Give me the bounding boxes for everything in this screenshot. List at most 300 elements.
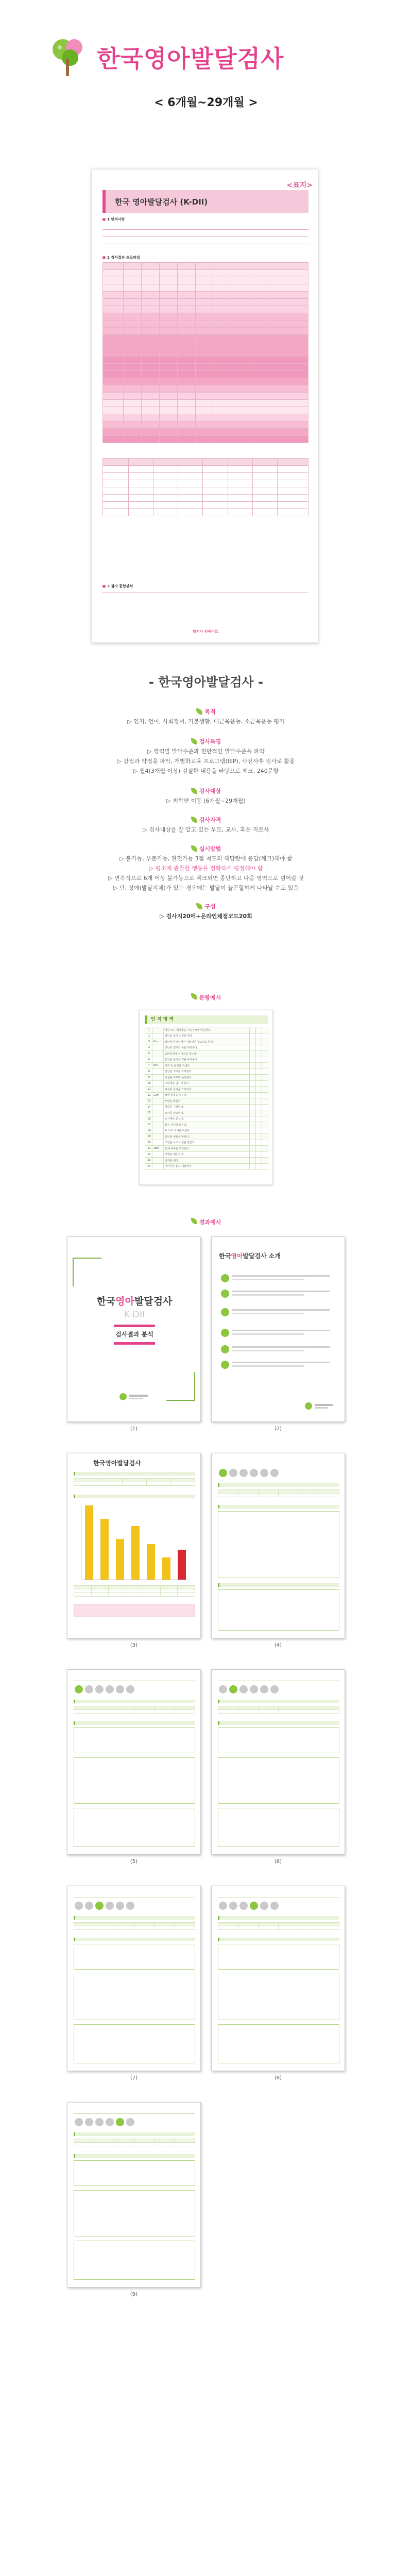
step-icon [106,1685,114,1693]
question-text: 장난감이 시선에서 사라지면 찾으려고 한다. [164,1039,250,1045]
step-icon [229,1902,237,1910]
question-number: 22 [145,1151,152,1158]
question-number: 11 [145,1087,152,1093]
question-row [145,1146,268,1152]
result-page-intro [211,1236,345,1422]
question-age [152,1104,164,1110]
leaf-icon [191,993,197,999]
bullet-icon [221,1361,229,1369]
question-row [145,1122,268,1128]
answer-cell [256,1045,262,1051]
booklet-cover-tag: <표지> [286,181,313,190]
publisher-logo-icon [304,1401,335,1411]
booklet-cover-page [92,169,318,643]
caption-2: (2) [274,1426,282,1432]
booklet-section-notes: 3 검사 종합분석 [102,584,133,589]
answer-cell [262,1104,268,1110]
question-number: 12 [145,1092,152,1098]
question-text: 크기를 비교한다. [164,1110,250,1116]
answer-cell [262,1063,268,1069]
step-icon [260,1902,268,1910]
desc-features-line: ▷ 영역별 발달수준과 전반적인 발달수준을 파악 [147,748,265,755]
answer-cell [256,1075,262,1081]
cover-subtitle: K-DII [124,1309,145,1320]
result-page-chart [67,1453,201,1638]
step-icon [85,1902,93,1910]
question-age [152,1134,164,1140]
answer-cell [262,1092,268,1098]
step-icon [250,1685,258,1693]
question-text: 두 가지 지시를 따른다. [164,1128,250,1134]
answer-cell [256,1098,262,1105]
step-icon [116,2118,124,2126]
question-text: 이름을 부르면 돌아본다. [164,1075,250,1081]
desc-purpose-line: ▷ 인지, 언어, 사회정서, 기본생활, 대근육운동, 소근육운동 평가 [127,718,285,725]
answer-cell [262,1087,268,1093]
answer-cell [256,1116,262,1122]
answer-cell [250,1080,256,1087]
step-icon [219,1902,227,1910]
answer-cell [250,1045,256,1051]
caption-6: (6) [274,1859,282,1865]
question-row [145,1163,268,1170]
desc-purpose [0,707,412,726]
step-icon [106,2118,114,2126]
result-bar-chart [81,1503,189,1580]
question-text: 익숙한 물건을 가리킨다. [164,1087,250,1093]
question-text: 장난감 보며 소리를 낸다. [164,1033,250,1039]
step-icon [75,2118,83,2126]
answer-cell [262,1027,268,1033]
answer-cell [256,1092,262,1098]
chart-bar-7 [178,1550,186,1580]
question-age [152,1098,164,1105]
question-number: 8 [145,1069,152,1075]
question-row [145,1116,268,1122]
question-row [145,1104,268,1110]
answer-cell [250,1092,256,1098]
answer-cell [250,1104,256,1110]
header [0,0,412,149]
question-number: 3 [145,1039,152,1045]
question-row [145,1045,268,1051]
question-row [145,1080,268,1087]
age-range-subtitle: < 6개월~29개월 > [154,96,258,109]
question-text: 장난감 떨어진 곳을 쳐다본다. [164,1045,250,1051]
answer-cell [256,1151,262,1158]
answer-cell [262,1151,268,1158]
chart-bar-2 [100,1519,109,1580]
result-page-5 [67,1669,201,1855]
answer-cell [250,1128,256,1134]
answer-cell [262,1057,268,1063]
step-icon [95,2118,104,2126]
answer-cell [262,1110,268,1116]
booklet-preview [0,149,412,649]
answer-cell [256,1134,262,1140]
answer-cell [256,1063,262,1069]
answer-cell [256,1104,262,1110]
desc-composition-line: ▷ 검사지20매+온라인채점코드20회 [160,913,252,920]
answer-cell [250,1116,256,1122]
description-title: - 한국영아발달검사 - [148,675,264,689]
test-description [0,649,412,989]
step-icon [239,1685,248,1693]
answer-cell [250,1075,256,1081]
answer-cell [256,1128,262,1134]
question-text: 성인 또는 형제들을 자유자극에 반응한다. [164,1027,250,1033]
leaf-icon [191,738,197,744]
step-icon [116,1902,124,1910]
question-text: 색깔을 구별한다. [164,1104,250,1110]
answer-cell [250,1122,256,1128]
question-text: 같은 것끼리 모은다. [164,1122,250,1128]
cover-title: 한국영아발달검사 [96,1296,173,1307]
answer-cell [250,1057,256,1063]
answer-cell [256,1140,262,1146]
answer-cell [262,1146,268,1152]
booklet-score-table [102,458,308,516]
answer-cell [262,1140,268,1146]
result-page-9 [67,2102,201,2287]
step-icon [126,2118,134,2126]
answer-cell [250,1146,256,1152]
question-number: 7 [145,1063,152,1069]
bullet-icon [221,1308,229,1316]
caption-9: (9) [130,2292,138,2297]
step-icon [106,1902,114,1910]
step-icon [75,1902,83,1910]
answer-cell [250,1163,256,1170]
result-page-4 [211,1453,345,1638]
answer-cell [250,1110,256,1116]
answer-cell [256,1033,262,1039]
question-row [145,1087,268,1093]
booklet-profile-grid [102,262,308,443]
answer-cell [250,1069,256,1075]
desc-method-line: ▷ 불가능, 부분가능, 완전가능 3점 척도의 해당란에 응답(체크)해야 함 [119,855,293,862]
caption-3: (3) [130,1642,138,1648]
question-text: 간단한 퍼즐을 맞춘다. [164,1134,250,1140]
desc-qualification-head: 검사자격 [199,817,221,823]
question-number: 21 [145,1146,152,1152]
question-row [145,1098,268,1105]
answer-cell [256,1110,262,1116]
question-age: 18m [152,1146,164,1152]
result-examples [0,1216,412,2576]
question-text: 컵에 블록을 넣는다. [164,1092,250,1098]
leaf-icon [191,1218,197,1224]
question-number: 20 [145,1140,152,1146]
desc-features-line: ▷ 강점과 약점을 파악, 개별화교육 프로그램(IEP), 사전사후 검사로 활용 [117,758,295,765]
caption-8: (8) [274,2075,282,2081]
step-icon [126,1685,134,1693]
answer-cell [250,1151,256,1158]
question-text: 그림을 보고 이름을 말한다. [164,1140,250,1146]
question-age [152,1057,164,1063]
desc-composition [0,902,412,921]
booklet-section-info: 1 인적사항 [102,217,125,222]
step-icon [270,1469,279,1477]
answer-cell [250,1033,256,1039]
desc-target [0,786,412,806]
question-number: 24 [145,1163,152,1170]
leaf-icon [196,708,202,715]
answer-cell [250,1098,256,1105]
desc-method [0,844,412,893]
question-text: 모양을 맞춘다. [164,1098,250,1105]
question-age [152,1110,164,1116]
answer-cell [262,1051,268,1057]
step-icon [95,1685,104,1693]
chart-bar-6 [162,1557,170,1580]
caption-5: (5) [130,1859,138,1865]
caption-7: (7) [130,2075,138,2081]
question-card [139,1010,273,1185]
question-row [145,1075,268,1081]
leaf-icon [196,903,202,909]
desc-method-line: ▷ 단, 장애(발달지체)가 있는 경우에는 발달이 늘곤할하게 나타날 수도 있음 [113,885,299,891]
step-icon [219,1469,227,1477]
chart-bar-1 [85,1505,93,1580]
step-icon [250,1469,258,1477]
question-number: 2 [145,1033,152,1039]
question-number: 19 [145,1134,152,1140]
answer-cell [256,1039,262,1045]
question-text: 순서대로 놓는다. [164,1116,250,1122]
question-age [152,1140,164,1146]
question-number: 10 [145,1080,152,1087]
leaf-icon [191,817,197,823]
desc-features-line: ▷ 월4(3개월 이상) 검절한 내용을 바탕으로 제크, 240문항 [133,768,279,774]
answer-cell [250,1087,256,1093]
answer-cell [256,1087,262,1093]
question-row [145,1063,268,1069]
answer-cell [256,1163,262,1170]
desc-qualification-line: ▷ 검사대상을 잘 알고 있는 부모, 교사, 혹은 직로사 [143,826,269,833]
question-card-title: 인 지 영 역 [145,1015,268,1024]
question-text: 숨바꼭질에서 미소를 짓는다. [164,1051,250,1057]
question-text: 그림책을 넘기며 본다. [164,1080,250,1087]
question-number: 17 [145,1122,152,1128]
chart-bar-4 [131,1526,140,1580]
answer-cell [250,1134,256,1140]
booklet-title: 한국 영아발달검사 (K-DII) [115,197,208,207]
step-icon [229,1469,237,1477]
result-page-7 [67,1886,201,2071]
question-text: 이야기를 듣고 대답한다. [164,1163,250,1170]
bullet-icon [221,1290,229,1298]
desc-method-line: ▷ 평소에 관찰한 행동을 정확하게 평정해야 함 [149,865,263,872]
question-age: 12m [152,1092,164,1098]
answer-cell [262,1128,268,1134]
question-age [152,1069,164,1075]
question-age [152,1051,164,1057]
answer-cell [262,1080,268,1087]
question-age [152,1075,164,1081]
answer-cell [250,1039,256,1045]
desc-target-head: 검사대상 [199,788,221,794]
question-age [152,1080,164,1087]
leaf-icon [191,788,197,794]
desc-composition-head: 구성 [204,903,216,910]
caption-1: (1) [130,1426,138,1432]
question-age [152,1045,164,1051]
result-page-8 [211,1886,345,2071]
answer-cell [256,1122,262,1128]
answer-cell [250,1051,256,1057]
answer-cell [262,1039,268,1045]
results-head: 결과예시 [199,1219,221,1226]
step-icon [116,1685,124,1693]
question-number: 1 [145,1027,152,1033]
step-icon [239,1902,248,1910]
answer-cell [256,1069,262,1075]
answer-cell [250,1158,256,1164]
caption-4: (4) [274,1642,282,1648]
desc-method-line: ▷ 연속적으로 6개 이상 불가능으로 체크되면 종단하고 다음 영역으로 넘어갈 것 [108,875,304,882]
question-text: 신체 부위를 가리킨다. [164,1146,250,1152]
desc-features [0,737,412,776]
booklet-notes-area [102,592,308,623]
desc-qualification [0,815,412,835]
answer-cell [262,1116,268,1122]
answer-cell [256,1051,262,1057]
answer-cell [262,1134,268,1140]
booklet-section-grid: 2 검사결과 프로파일 [102,255,140,260]
step-icon [75,1685,83,1693]
question-row [145,1128,268,1134]
answer-cell [256,1057,262,1063]
booklet-info-fields [102,223,308,246]
publisher-logo-icon [119,1392,150,1402]
answer-cell [250,1140,256,1146]
question-text: 역할놀이를 한다. [164,1151,250,1158]
question-row [145,1039,268,1045]
question-number: 14 [145,1104,152,1110]
chart-page-title: 한국영아발달검사 [93,1460,141,1467]
answer-cell [262,1075,268,1081]
question-number: 9 [145,1075,152,1081]
chart-bar-3 [116,1539,124,1580]
bullet-icon [221,1329,229,1337]
question-number: 15 [145,1110,152,1116]
chart-bar-5 [147,1544,155,1580]
question-text: 상자 속 물건을 꺼낸다. [164,1063,250,1069]
question-age [152,1158,164,1164]
answer-cell [250,1027,256,1033]
question-text: 숫자를 센다. [164,1158,250,1164]
question-row [145,1134,268,1140]
step-icon [85,2118,93,2126]
step-icon [270,1685,279,1693]
page-title: 한국영아발달검사 [97,45,284,73]
question-age [152,1087,164,1093]
step-icon [219,1685,227,1693]
question-number: 23 [145,1158,152,1164]
question-age [152,1027,164,1033]
step-icon [260,1685,268,1693]
question-age: 9m [152,1063,164,1069]
question-number: 6 [145,1057,152,1063]
question-row [145,1140,268,1146]
cover-analysis: 검사결과 분석 [115,1331,153,1338]
leaf-icon [191,845,197,852]
question-age [152,1163,164,1170]
intro-title: 한국영아발달검사 소개 [219,1252,281,1260]
question-text: 물건을 숨기는 것을 바라본다. [164,1057,250,1063]
answer-cell [256,1158,262,1164]
answer-cell [262,1045,268,1051]
question-age [152,1122,164,1128]
step-icon [95,1902,104,1910]
question-row [145,1069,268,1075]
result-page-6 [211,1669,345,1855]
result-page-cover [67,1236,201,1422]
answer-cell [262,1163,268,1170]
answer-cell [262,1158,268,1164]
desc-features-head: 검사특징 [199,738,221,745]
question-number: 5 [145,1051,152,1057]
bullet-icon [221,1345,229,1353]
desc-purpose-head: 목적 [204,708,216,715]
desc-target-line: ▷ 최학연 이동 (6개월~29개월) [166,798,246,804]
step-icon [229,1685,237,1693]
question-row [145,1151,268,1158]
question-row [145,1110,268,1116]
answer-cell [262,1098,268,1105]
question-row [145,1158,268,1164]
step-icon [260,1469,268,1477]
answer-cell [262,1069,268,1075]
question-number: 4 [145,1045,152,1051]
question-number: 18 [145,1128,152,1134]
question-row [145,1027,268,1033]
question-age [152,1128,164,1134]
question-examples [0,989,412,1216]
questions-head: 문항예시 [199,994,221,1001]
question-row [145,1051,268,1057]
question-text: 간단한 지시를 이해한다. [164,1069,250,1075]
question-row [145,1057,268,1063]
question-number: 16 [145,1116,152,1122]
bullet-icon [221,1274,229,1282]
question-row [145,1033,268,1039]
answer-cell [250,1063,256,1069]
answer-cell [256,1080,262,1087]
question-age [152,1116,164,1122]
desc-method-head: 실시방법 [199,845,221,852]
booklet-publisher: 학지사 인싸이트 [193,630,218,634]
step-icon [250,1902,258,1910]
question-table [145,1027,268,1170]
question-age [152,1151,164,1158]
step-icon [126,1902,134,1910]
step-icon [239,1469,248,1477]
answer-cell [262,1033,268,1039]
answer-cell [256,1146,262,1152]
question-row [145,1092,268,1098]
question-age: 6m [152,1039,164,1045]
answer-cell [256,1027,262,1033]
question-age [152,1033,164,1039]
tree-logo-icon [50,33,87,79]
step-icon [85,1685,93,1693]
answer-cell [262,1122,268,1128]
booklet-title-bar [102,181,313,213]
question-number: 13 [145,1098,152,1105]
step-icon [270,1902,279,1910]
